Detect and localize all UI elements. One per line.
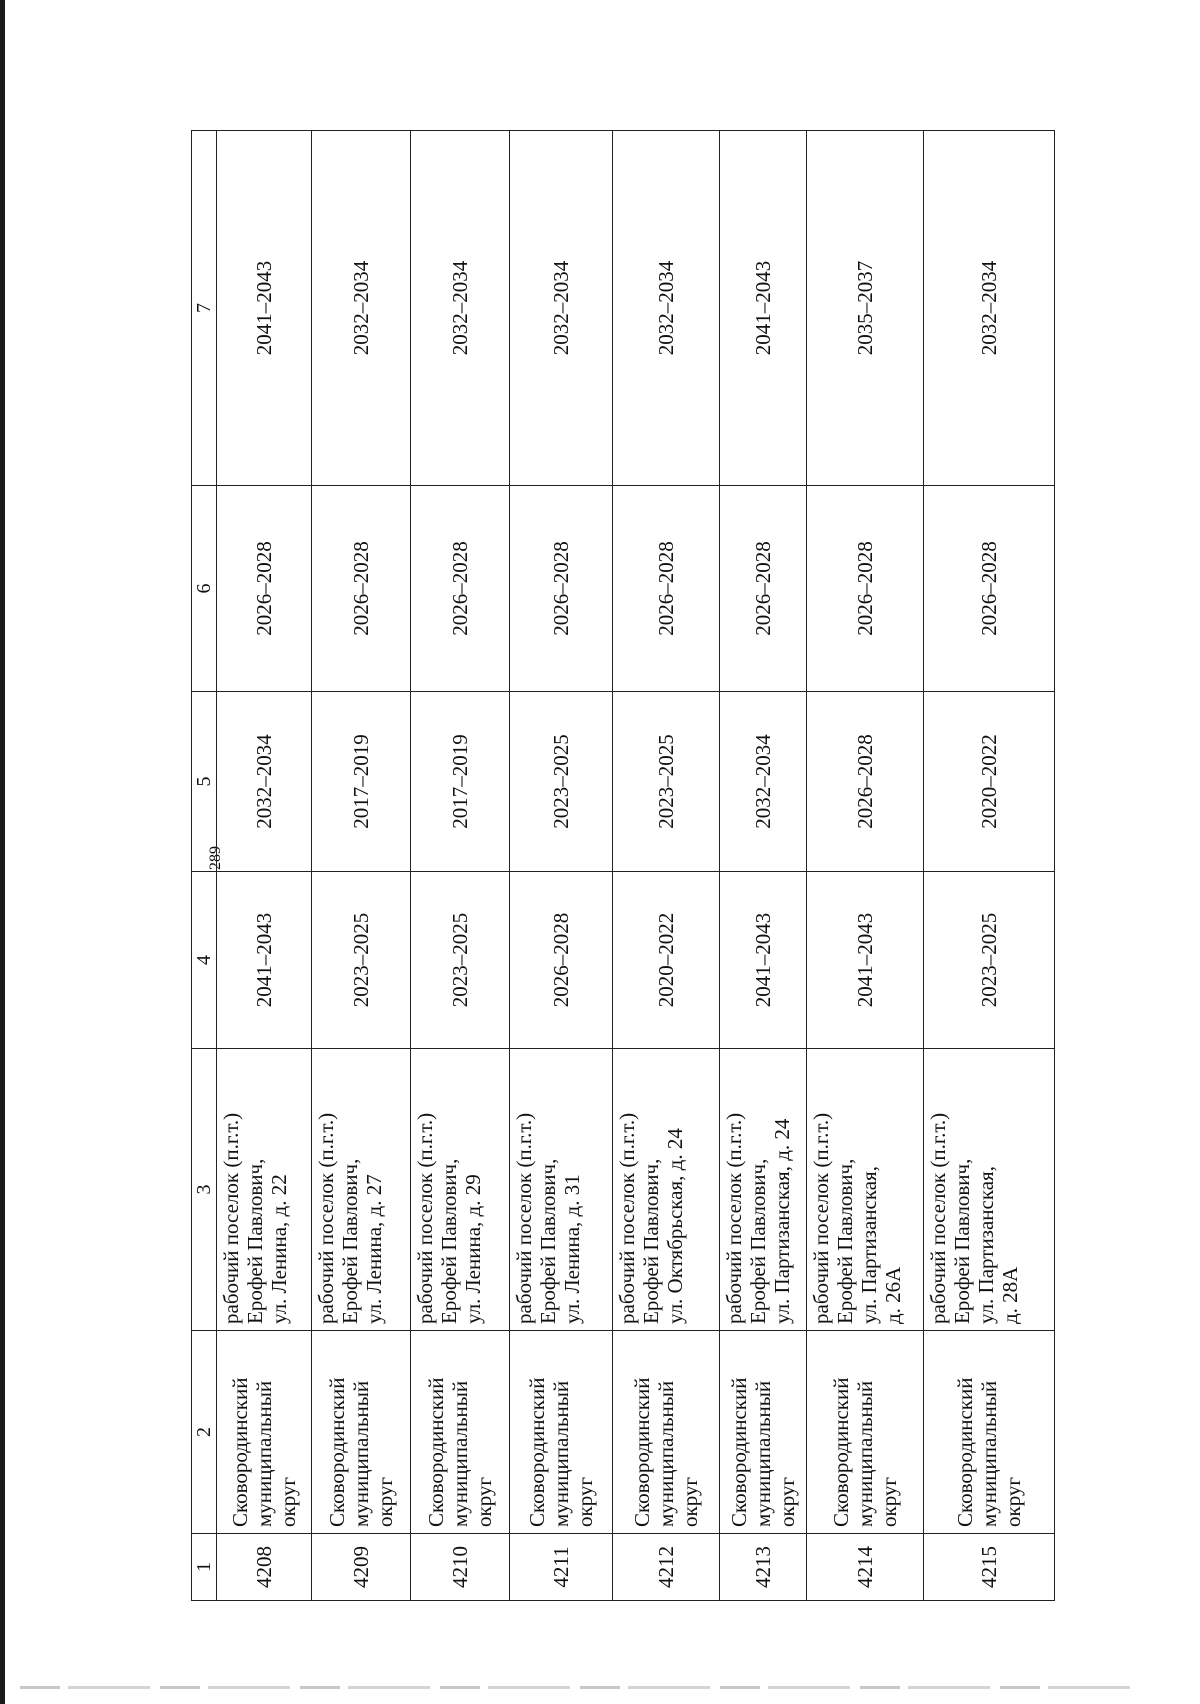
district-line: округ (372, 1476, 397, 1527)
period-cell-5: 2023–2025 (509, 692, 612, 872)
period-cell-5: 2032–2034 (217, 692, 312, 872)
address-line: рабочий поселок (п.г.т.) (219, 1112, 243, 1324)
district-cell (719, 1331, 806, 1534)
district-line: Сковородинский (629, 1377, 654, 1527)
address-line: ул. Партизанская, д. 24 (769, 1118, 794, 1324)
period-cell-5: 2032–2034 (719, 692, 806, 872)
address-cell (410, 1049, 509, 1331)
district-line: округ (876, 1476, 901, 1527)
row-id-cell: 4211 (509, 1534, 612, 1601)
period-cell-7: 2032–2034 (410, 131, 509, 486)
row-id-cell: 4214 (806, 1534, 923, 1601)
address-line: д. 26А (880, 1266, 905, 1324)
period-cell-6: 2026–2028 (509, 486, 612, 692)
period-cell-5: 2023–2025 (612, 692, 719, 872)
period-cell-4: 2023–2025 (923, 872, 1054, 1049)
header-cell-1: 1 (192, 1534, 217, 1601)
period-cell-7: 2041–2043 (719, 131, 806, 486)
district-line: муниципальный (447, 1380, 472, 1527)
address-line: Ерофей Павлович, (745, 1158, 770, 1324)
district-line: округ (1000, 1476, 1025, 1527)
district-line: округ (774, 1476, 799, 1527)
period-cell-6: 2026–2028 (311, 486, 410, 692)
table-row (612, 131, 719, 1601)
address-line: рабочий поселок (п.г.т.) (313, 1112, 338, 1324)
period-cell-5: 2017–2019 (311, 692, 410, 872)
period-cell-5: 2020–2022 (923, 692, 1054, 872)
district-line: муниципальный (852, 1380, 877, 1527)
header-cell-7: 7 (192, 131, 217, 486)
period-cell-6: 2026–2028 (612, 486, 719, 692)
district-line: округ (572, 1476, 597, 1527)
district-line: муниципальный (348, 1380, 373, 1527)
address-line: рабочий поселок (п.г.т.) (511, 1112, 536, 1324)
row-id-cell: 4210 (410, 1534, 509, 1601)
table-row (217, 131, 312, 1601)
district-line: муниципальный (976, 1380, 1001, 1527)
header-cell-3: 3 (192, 1049, 217, 1331)
period-cell-4: 2023–2025 (410, 872, 509, 1049)
address-cell (806, 1049, 923, 1331)
district-cell (311, 1331, 410, 1534)
scan-edge (0, 0, 5, 1704)
period-cell-7: 2032–2034 (612, 131, 719, 486)
row-id-cell: 4213 (719, 1534, 806, 1601)
address-cell (311, 1049, 410, 1331)
district-line: Сковородинский (952, 1377, 977, 1527)
header-cell-4: 4 (192, 872, 217, 1049)
table-body (217, 131, 1055, 1601)
period-cell-6: 2026–2028 (806, 486, 923, 692)
address-line: ул. Партизанская, (856, 1166, 881, 1324)
period-cell-5: 2026–2028 (806, 692, 923, 872)
period-cell-4: 2026–2028 (509, 872, 612, 1049)
address-line: ул. Ленина, д. 29 (460, 1174, 485, 1324)
scan-noise (20, 1686, 1140, 1689)
period-cell-6: 2026–2028 (410, 486, 509, 692)
address-cell (612, 1049, 719, 1331)
row-id-cell: 4209 (311, 1534, 410, 1601)
district-line: Сковородинский (227, 1377, 252, 1527)
address-line: Ерофей Павлович, (638, 1158, 663, 1324)
district-line: Сковородинский (828, 1377, 853, 1527)
table-row (509, 131, 612, 1601)
row-id-cell: 4215 (923, 1534, 1054, 1601)
district-line: округ (275, 1476, 300, 1527)
data-table (191, 130, 1055, 1601)
period-cell-5: 2017–2019 (410, 692, 509, 872)
table-row (719, 131, 806, 1601)
table-container (191, 131, 1055, 1601)
address-line: ул. Октябрьская, д. 24 (662, 1128, 687, 1324)
district-cell (612, 1331, 719, 1534)
row-id-cell: 4212 (612, 1534, 719, 1601)
period-cell-6: 2026–2028 (719, 486, 806, 692)
district-line: Сковородинский (726, 1377, 751, 1527)
period-cell-7: 2032–2034 (311, 131, 410, 486)
address-line: ул. Ленина, д. 27 (361, 1174, 386, 1324)
period-cell-7: 2035–2037 (806, 131, 923, 486)
header-cell-6: 6 (192, 486, 217, 692)
district-line: муниципальный (548, 1380, 573, 1527)
period-cell-4: 2041–2043 (719, 872, 806, 1049)
address-line: рабочий поселок (п.г.т.) (614, 1112, 639, 1324)
district-cell (509, 1331, 612, 1534)
header-cell-5: 5 (192, 692, 217, 872)
address-line: ул. Ленина, д. 22 (267, 1174, 291, 1324)
district-line: муниципальный (750, 1380, 775, 1527)
address-line: Ерофей Павлович, (832, 1158, 857, 1324)
address-line: ул. Ленина, д. 31 (559, 1174, 584, 1324)
period-cell-4: 2023–2025 (311, 872, 410, 1049)
period-cell-4: 2041–2043 (217, 872, 312, 1049)
address-cell (923, 1049, 1054, 1331)
address-line: Ерофей Павлович, (949, 1158, 974, 1324)
district-cell (923, 1331, 1054, 1534)
address-line: Ерофей Павлович, (337, 1158, 362, 1324)
table-row (923, 131, 1054, 1601)
district-cell (217, 1331, 312, 1534)
address-line: Ерофей Павлович, (436, 1158, 461, 1324)
address-line: ул. Партизанская, (973, 1166, 998, 1324)
district-line: муниципальный (653, 1380, 678, 1527)
table-row (410, 131, 509, 1601)
period-cell-4: 2041–2043 (806, 872, 923, 1049)
address-line: рабочий поселок (п.г.т.) (925, 1112, 950, 1324)
table-header-row (192, 131, 217, 1601)
period-cell-7: 2041–2043 (217, 131, 312, 486)
table-row (806, 131, 923, 1601)
district-line: Сковородинский (324, 1377, 349, 1527)
address-line: д. 28А (997, 1266, 1022, 1324)
header-cell-2: 2 (192, 1331, 217, 1534)
address-line: Ерофей Павлович, (535, 1158, 560, 1324)
address-line: рабочий поселок (п.г.т.) (412, 1112, 437, 1324)
page-number: 289 (207, 846, 224, 870)
district-line: округ (471, 1476, 496, 1527)
address-line: рабочий поселок (п.г.т.) (721, 1112, 746, 1324)
address-cell (509, 1049, 612, 1331)
district-line: округ (677, 1476, 702, 1527)
period-cell-6: 2026–2028 (217, 486, 312, 692)
address-line: рабочий поселок (п.г.т.) (808, 1112, 833, 1324)
address-cell (719, 1049, 806, 1331)
district-cell (410, 1331, 509, 1534)
period-cell-4: 2020–2022 (612, 872, 719, 1049)
period-cell-7: 2032–2034 (509, 131, 612, 486)
district-cell (806, 1331, 923, 1534)
district-line: муниципальный (251, 1380, 276, 1527)
row-id-cell: 4208 (217, 1534, 312, 1601)
period-cell-6: 2026–2028 (923, 486, 1054, 692)
district-line: Сковородинский (423, 1377, 448, 1527)
period-cell-7: 2032–2034 (923, 131, 1054, 486)
district-line: Сковородинский (524, 1377, 549, 1527)
address-line: Ерофей Павлович, (243, 1158, 267, 1324)
address-cell (217, 1049, 312, 1331)
table-row (311, 131, 410, 1601)
